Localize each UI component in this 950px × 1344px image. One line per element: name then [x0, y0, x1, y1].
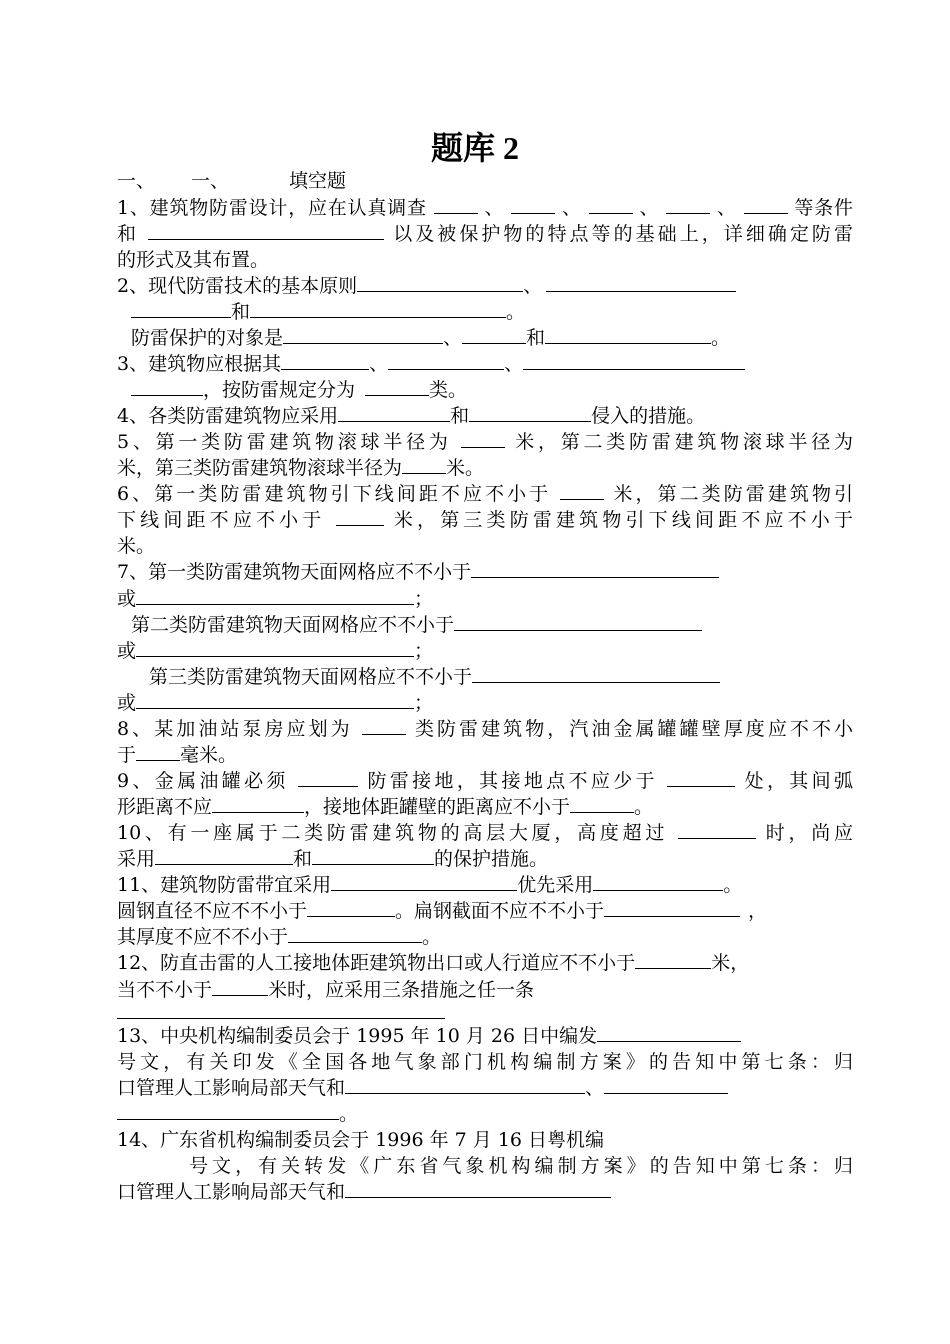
- question-9-line-1: 9、金属油罐必须 防雷接地，其接地点不应少于 处，其间弧: [117, 770, 853, 792]
- question-10-line-1: 10、有一座属于二类防雷建筑物的高层大厦，高度超过 时，尚应: [117, 822, 853, 844]
- answer-blank[interactable]: [283, 325, 443, 344]
- answer-blank[interactable]: [597, 1023, 741, 1042]
- section-label: 填空题: [289, 170, 347, 192]
- question-14-line-3: 口管理人工影响局部天气和: [117, 1179, 853, 1205]
- answer-blank-full[interactable]: [117, 1018, 445, 1019]
- question-3-line-2: ，按防雷规定分为 类。: [117, 377, 853, 403]
- answer-blank[interactable]: [471, 559, 719, 578]
- answer-blank[interactable]: [678, 820, 756, 839]
- answer-blank[interactable]: [136, 638, 414, 657]
- answer-blank[interactable]: [604, 898, 740, 917]
- answer-blank[interactable]: [511, 195, 555, 214]
- answer-blank[interactable]: [281, 351, 369, 370]
- answer-blank[interactable]: [338, 403, 450, 422]
- question-8-line-1: 8、某加油站泵房应划为 类防雷建筑物，汽油金属罐罐壁厚度应不不小: [117, 718, 854, 740]
- question-2-line-1: 2、现代防雷技术的基本原则 、: [117, 273, 853, 299]
- answer-blank[interactable]: [560, 481, 604, 500]
- answer-blank[interactable]: [136, 586, 414, 605]
- answer-blank[interactable]: [148, 221, 384, 240]
- question-8-line-2: 于 毫米。: [117, 744, 238, 766]
- answer-blank[interactable]: [570, 794, 634, 813]
- answer-blank[interactable]: [250, 299, 506, 318]
- answer-blank[interactable]: [212, 794, 304, 813]
- question-3-line-1: 3、建筑物应根据其 、 、: [117, 351, 853, 377]
- answer-blank[interactable]: [136, 690, 414, 709]
- question-13-line-4: 。: [117, 1101, 853, 1127]
- answer-blank[interactable]: [155, 846, 293, 865]
- question-1-line-2: 和 以及被保护物的特点等的基础上，详细确定防雷: [117, 223, 853, 245]
- answer-blank[interactable]: [667, 768, 735, 787]
- question-7-line-6: 或 ；: [117, 692, 434, 714]
- answer-blank[interactable]: [472, 664, 720, 683]
- answer-blank[interactable]: [298, 768, 358, 787]
- question-7-line-3: 第二类防雷建筑物天面网格应不不小于: [117, 612, 853, 638]
- answer-blank[interactable]: [136, 742, 180, 761]
- question-13-line-3: 口管理人工影响局部天气和 、: [117, 1075, 853, 1101]
- answer-blank[interactable]: [546, 273, 736, 292]
- question-1-line-3: 的形式及其布置。: [117, 249, 270, 271]
- question-5-line-2: 米，第三类防雷建筑物滚球半径为 米。: [117, 457, 485, 479]
- question-13-line-2: 号文，有关印发《全国各地气象部门机构编制方案》的告知中第七条：归: [117, 1051, 853, 1073]
- section-number-2: 一、: [191, 170, 230, 192]
- answer-blank[interactable]: [388, 351, 504, 370]
- question-2-line-2: 和 。: [117, 299, 853, 325]
- question-12-line-1: 12、防直击雷的人工接地体距建筑物出口或人行道应不不小于 米，: [117, 952, 750, 974]
- answer-blank[interactable]: [365, 377, 429, 396]
- answer-blank[interactable]: [545, 325, 711, 344]
- answer-blank[interactable]: [131, 299, 231, 318]
- answer-blank[interactable]: [666, 195, 710, 214]
- answer-blank[interactable]: [288, 924, 422, 943]
- answer-blank[interactable]: [312, 846, 434, 865]
- page-title: 题库 2: [430, 130, 519, 166]
- question-6-line-3: 米。: [117, 535, 156, 557]
- question-10-line-2: 采用 和 的保护措施。: [117, 848, 549, 870]
- answer-blank[interactable]: [307, 898, 395, 917]
- question-12-line-2: 当不不小于 米时，应采用三条措施之任一条: [117, 979, 535, 1001]
- answer-blank[interactable]: [117, 1101, 339, 1120]
- question-7-line-4: 或 ；: [117, 640, 434, 662]
- answer-blank[interactable]: [604, 1075, 728, 1094]
- answer-blank[interactable]: [744, 195, 788, 214]
- question-7-line-5: 第三类防雷建筑物天面网格应不不小于: [117, 664, 853, 690]
- section-number: 一、: [117, 170, 156, 192]
- question-11-line-3: 其厚度不应不不小于 。: [117, 926, 442, 948]
- section-heading: [117, 168, 853, 194]
- question-9-line-2: 形距离不应 ，接地体距罐壁的距离应不小于 。: [117, 796, 654, 818]
- answer-blank[interactable]: [345, 1179, 611, 1198]
- answer-blank[interactable]: [461, 429, 505, 448]
- question-4: 4、各类防雷建筑物应采用 和 侵入的措施。: [117, 405, 706, 427]
- answer-blank[interactable]: [402, 455, 446, 474]
- answer-blank[interactable]: [357, 273, 523, 292]
- answer-blank[interactable]: [345, 1075, 585, 1094]
- question-2-line-3: 防雷保护的对象是 、 和 。: [131, 327, 731, 349]
- question-13-line-1: 13、中央机构编制委员会于 1995 年 10 月 26 日中编发: [117, 1023, 853, 1049]
- question-5-line-1: 5、第一类防雷建筑物滚球半径为 米，第二类防雷建筑物滚球半径为: [117, 431, 853, 453]
- question-6-line-2: 下线间距不应不小于 米，第三类防雷建筑物引下线间距不应不小于: [117, 509, 853, 531]
- answer-blank[interactable]: [454, 612, 702, 631]
- answer-blank[interactable]: [434, 195, 478, 214]
- answer-blank[interactable]: [212, 977, 268, 996]
- answer-blank[interactable]: [362, 716, 406, 735]
- answer-blank[interactable]: [336, 507, 384, 526]
- question-11-line-1: 11、建筑物防雷带宜采用 优先采用 。: [117, 874, 743, 896]
- question-14-line-2: 号文，有关转发《广东省气象机构编制方案》的告知中第七条：归: [189, 1155, 853, 1177]
- answer-blank[interactable]: [635, 950, 711, 969]
- answer-blank[interactable]: [131, 377, 203, 396]
- answer-blank[interactable]: [469, 403, 591, 422]
- question-7-line-1: 7、第一类防雷建筑物天面网格应不不小于: [117, 559, 853, 585]
- answer-blank[interactable]: [462, 325, 526, 344]
- question-7-line-2: 或 ；: [117, 588, 434, 610]
- question-14-line-1: 14、广东省机构编制委员会于 1996 年 7 月 16 日粤机编: [117, 1129, 605, 1151]
- question-6-line-1: 6、第一类防雷建筑物引下线间距不应不小于 米，第二类防雷建筑物引: [117, 483, 853, 505]
- answer-blank[interactable]: [593, 872, 723, 891]
- question-1-line-1: 1、建筑物防雷设计，应在认真调查 、 、 、 、 等条件: [117, 197, 853, 219]
- answer-blank[interactable]: [523, 351, 745, 370]
- answer-blank[interactable]: [589, 195, 633, 214]
- answer-blank[interactable]: [331, 872, 517, 891]
- question-11-line-2: 圆钢直径不应不不小于 。扁钢截面不应不不小于 ，: [117, 900, 768, 922]
